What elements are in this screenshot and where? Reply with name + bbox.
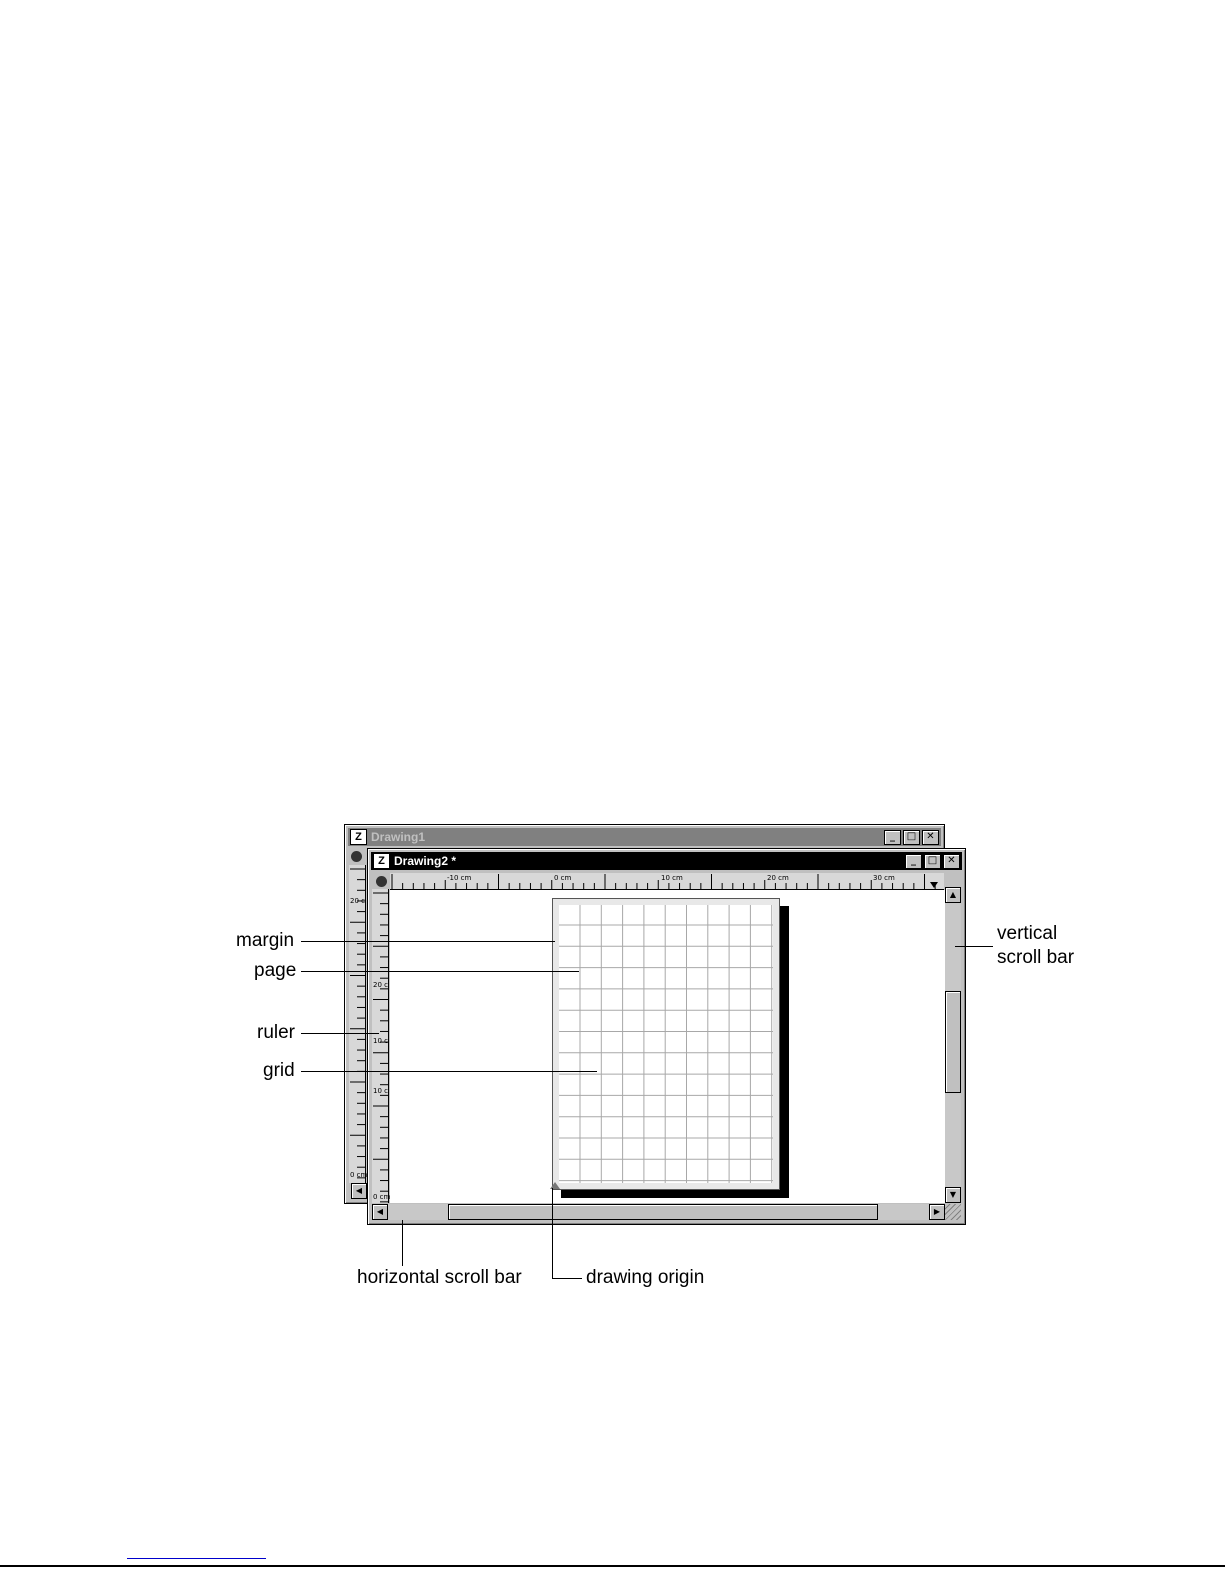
minimize-icon[interactable]: _ [905, 854, 922, 869]
drawing2-titlebar[interactable] [371, 852, 962, 870]
ruler-label: 0 cm [350, 1171, 368, 1179]
ruler-label: 20 cm [767, 874, 789, 882]
minimize-icon[interactable]: _ [884, 830, 901, 845]
horizontal-scroll-thumb[interactable] [448, 1204, 878, 1220]
vertical-ruler [372, 889, 389, 1203]
ruler-label: 10 c [373, 1037, 388, 1045]
ruler-label: 10 c [373, 1087, 388, 1095]
callout-horizontal-scroll-bar: horizontal scroll bar [357, 1267, 522, 1288]
app-icon: Z [373, 853, 390, 869]
ruler-label: 30 cm [873, 874, 895, 882]
ruler-label: -10 cm [447, 874, 472, 882]
margin-leader-line [301, 941, 555, 942]
horizontal-scroll-bar-leader-line [402, 1220, 403, 1266]
footer-rule [0, 1565, 1225, 1567]
drawing1-ruler-ticks [349, 865, 368, 1183]
vertical-scroll-bar-leader-line [955, 946, 993, 947]
callout-vertical-scroll-bar-line1: vertical [997, 923, 1058, 944]
grid-leader-line [301, 1071, 597, 1072]
ruler-corner-icon[interactable] [351, 851, 362, 862]
ruler-label: 0 cm [373, 1193, 391, 1201]
ruler-leader-line [301, 1033, 379, 1034]
app-icon: Z [350, 829, 367, 845]
drawing-origin-leader-vertical [552, 1188, 553, 1278]
horizontal-scroll-bar[interactable] [372, 1204, 945, 1220]
scroll-right-icon[interactable]: ▶ [929, 1204, 945, 1220]
callout-grid: grid [263, 1060, 295, 1081]
drawing2-window[interactable] [367, 848, 966, 1225]
size-grip-icon[interactable] [945, 1204, 961, 1220]
horizontal-ruler [390, 873, 944, 890]
callout-drawing-origin: drawing origin [586, 1267, 705, 1288]
footer-link-underline[interactable] [127, 1558, 266, 1559]
ruler-label: 10 cm [661, 874, 683, 882]
callout-vertical-scroll-bar-line2: scroll bar [997, 947, 1075, 968]
vertical-scroll-thumb[interactable] [945, 991, 961, 1093]
callout-ruler: ruler [257, 1022, 296, 1043]
ruler-label: 20 c [350, 897, 365, 905]
ruler-corner-icon[interactable] [376, 876, 387, 887]
ruler-label: 20 c [373, 981, 388, 989]
callout-page: page [254, 960, 297, 981]
drawing1-vertical-ruler [349, 865, 366, 1183]
drawing1-titlebar[interactable] [348, 828, 941, 846]
ruler-label: 0 cm [554, 874, 572, 882]
scroll-down-icon[interactable]: ▼ [945, 1187, 961, 1203]
drawing-canvas[interactable] [390, 890, 945, 1203]
close-icon[interactable]: ✕ [922, 830, 939, 845]
maximize-icon[interactable]: □ [924, 854, 941, 869]
scroll-left-icon[interactable]: ◀ [372, 1204, 388, 1220]
vertical-scroll-bar[interactable] [945, 887, 961, 1203]
scroll-up-icon[interactable]: ▲ [945, 887, 961, 903]
drawing-origin-leader-horizontal [552, 1278, 582, 1279]
grid [559, 905, 773, 1183]
drawing1-title: Drawing1 [371, 830, 426, 844]
scroll-left-icon[interactable]: ◀ [351, 1183, 367, 1199]
vertical-ruler-ticks [372, 889, 391, 1203]
maximize-icon[interactable]: □ [903, 830, 920, 845]
callout-margin: margin [236, 930, 295, 951]
printable-area [559, 905, 773, 1183]
drawing2-title: Drawing2 * [394, 854, 457, 868]
close-icon[interactable]: ✕ [943, 854, 960, 869]
page-leader-line [301, 971, 579, 972]
page[interactable] [552, 898, 780, 1190]
ruler-marker-icon [930, 882, 938, 888]
